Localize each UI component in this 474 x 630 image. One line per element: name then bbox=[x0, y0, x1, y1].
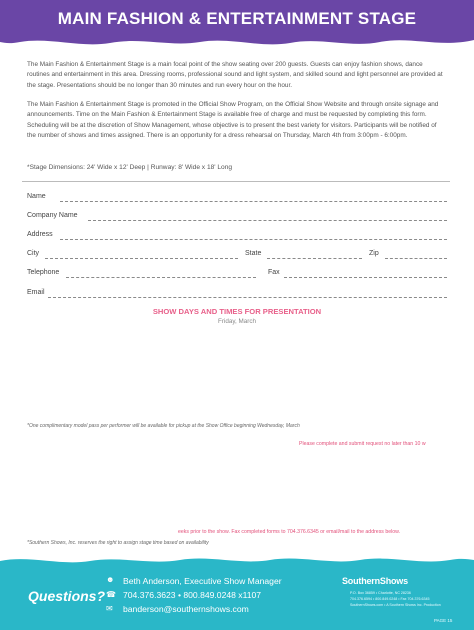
address-line-2: 704.376.6594 • 800.849.0248 • Fax 704.376.6345 bbox=[350, 597, 430, 601]
fax-instructions: eeks prior to the show. Fax completed forms to 704.376.6345 or email/mail to the address below. bbox=[178, 529, 401, 535]
city-label: City bbox=[27, 250, 40, 257]
model-pass-note: *One complimentary model pass per performer will be available for pickup at the Show Office beginning Wednesday, March bbox=[27, 423, 300, 429]
section-divider bbox=[22, 181, 450, 182]
questions-heading: Questions? bbox=[28, 588, 106, 604]
deadline-note: Please complete and submit request no later than 10 w bbox=[299, 441, 426, 447]
state-field[interactable] bbox=[267, 258, 362, 259]
name-field[interactable] bbox=[60, 201, 447, 202]
address-line-3: SouthernShows.com • A Southern Shows Inc. Production bbox=[350, 603, 441, 607]
stage-dimensions: *Stage Dimensions: 24' Wide x 12' Deep | Runway: 8' Wide x 18' Long bbox=[27, 164, 233, 171]
schedule-heading: SHOW DAYS AND TIMES FOR PRESENTATION bbox=[152, 307, 322, 316]
page-title: MAIN FASHION & ENTERTAINMENT STAGE bbox=[57, 9, 417, 28]
intro-paragraph-2: The Main Fashion & Entertainment Stage is promoted in the Official Show Program, on the Official Show Website and through onsite signage and announcements. Time on the Main Fashion & Entertainment Stage is available free of charge and must be requested by completing this form. Scheduling will be at the discretion of Show Management, whose objective is to present the best variety for visitors. Participants will be notified of the number of shows and times assigned. There is an opportunity for a dress rehearsal on Thursday, March 4th from 3:00pm - 6:00pm. bbox=[27, 101, 439, 139]
zip-label: Zip bbox=[369, 250, 379, 257]
address-line-1: P.O. Box 36859 • Charlotte, NC 28236 bbox=[350, 591, 411, 595]
contact-phones: 704.376.3623 • 800.849.0248 x1107 bbox=[123, 590, 262, 600]
company-name-field[interactable] bbox=[88, 220, 447, 221]
email-field[interactable] bbox=[48, 297, 447, 298]
telephone-field[interactable] bbox=[66, 277, 256, 278]
header-wave-decoration bbox=[0, 34, 474, 50]
schedule-day: Friday, March bbox=[217, 318, 257, 325]
contact-email[interactable]: banderson@southernshows.com bbox=[123, 604, 249, 614]
address-field[interactable] bbox=[60, 239, 447, 240]
address-label: Address bbox=[27, 231, 53, 238]
southern-shows-logo: SouthernShows bbox=[342, 576, 408, 586]
zip-field[interactable] bbox=[385, 258, 447, 259]
name-label: Name bbox=[27, 193, 46, 200]
company-name-label: Company Name bbox=[27, 212, 78, 219]
city-field[interactable] bbox=[45, 258, 238, 259]
contact-name: Beth Anderson, Executive Show Manager bbox=[123, 576, 282, 586]
fax-field[interactable] bbox=[284, 277, 447, 278]
state-label: State bbox=[245, 250, 262, 257]
fax-label: Fax bbox=[268, 269, 280, 276]
page-number: PAGE 15 bbox=[434, 618, 453, 623]
person-icon: ☻ bbox=[106, 575, 115, 584]
email-label: Email bbox=[27, 289, 45, 296]
intro-paragraph-1: The Main Fashion & Entertainment Stage is a main focal point of the show seating over 200 guests. Guests can enjoy fashion shows, dance routines and entertainment in this area. Dressing rooms, professional sound and light system, and skilled sound and light personnel are provided at the stage. Presentations should be no longer than 30 minutes and run every hour on the hour. bbox=[27, 61, 443, 89]
phone-icon: ☎ bbox=[106, 590, 116, 599]
telephone-label: Telephone bbox=[27, 269, 60, 276]
email-icon: ✉ bbox=[106, 604, 113, 613]
rights-note: *Southern Shows, Inc. reserves the right to assign stage time based on availability bbox=[27, 540, 209, 546]
